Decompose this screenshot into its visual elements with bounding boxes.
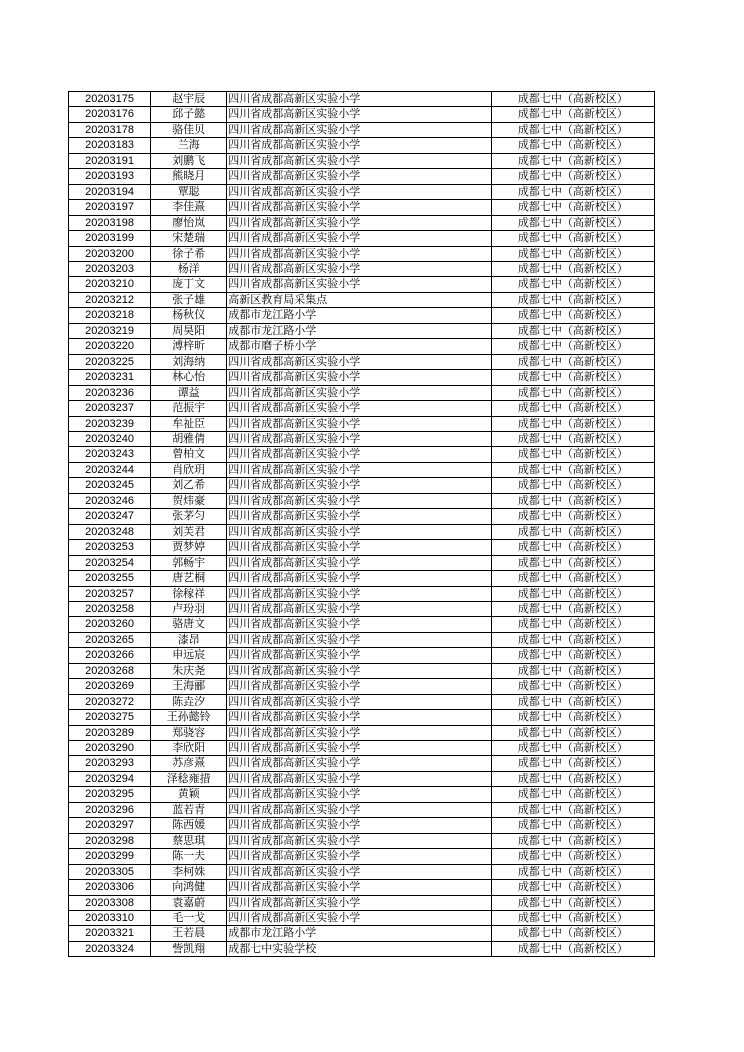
table-row [69, 184, 655, 199]
primary-school-cell: 四川省成都高新区实验小学 [227, 741, 491, 756]
student-name-cell: 蔡思琪 [151, 833, 227, 848]
student-id-cell: 20203245 [69, 478, 151, 493]
student-name-cell: 肖欣玥 [151, 462, 227, 477]
table-row [69, 771, 655, 786]
admitted-school-cell: 成都七中（高新校区） [491, 246, 654, 261]
student-name-cell: 兰海 [151, 138, 227, 153]
primary-school-cell: 四川省成都高新区实验小学 [227, 802, 491, 817]
student-id-cell: 20203191 [69, 153, 151, 168]
table-row [69, 478, 655, 493]
table-row [69, 246, 655, 261]
student-name-cell: 泽稔雍措 [151, 771, 227, 786]
student-name-cell: 覃聪 [151, 184, 227, 199]
admitted-school-cell: 成都七中（高新校区） [491, 617, 654, 632]
table-row [69, 385, 655, 400]
table-row [69, 601, 655, 616]
table-row [69, 107, 655, 122]
admitted-school-cell: 成都七中（高新校区） [491, 601, 654, 616]
primary-school-cell: 四川省成都高新区实验小学 [227, 231, 491, 246]
primary-school-cell: 四川省成都高新区实验小学 [227, 92, 491, 107]
admitted-school-cell: 成都七中（高新校区） [491, 184, 654, 199]
student-id-cell: 20203218 [69, 308, 151, 323]
student-id-cell: 20203240 [69, 431, 151, 446]
primary-school-cell: 四川省成都高新区实验小学 [227, 571, 491, 586]
primary-school-cell: 四川省成都高新区实验小学 [227, 710, 491, 725]
admitted-school-cell: 成都七中（高新校区） [491, 493, 654, 508]
primary-school-cell: 四川省成都高新区实验小学 [227, 200, 491, 215]
admitted-school-cell: 成都七中（高新校区） [491, 741, 654, 756]
student-id-cell: 20203272 [69, 694, 151, 709]
admitted-school-cell: 成都七中（高新校区） [491, 354, 654, 369]
student-id-cell: 20203296 [69, 802, 151, 817]
student-name-cell: 周昊阳 [151, 323, 227, 338]
table-row [69, 370, 655, 385]
student-name-cell: 宋楚瑞 [151, 231, 227, 246]
student-id-cell: 20203253 [69, 540, 151, 555]
admitted-school-cell: 成都七中（高新校区） [491, 926, 654, 941]
student-name-cell: 杨洋 [151, 261, 227, 276]
admitted-school-cell: 成都七中（高新校区） [491, 802, 654, 817]
table-row [69, 880, 655, 895]
student-id-cell: 20203269 [69, 679, 151, 694]
student-name-cell: 谭益 [151, 385, 227, 400]
primary-school-cell: 四川省成都高新区实验小学 [227, 509, 491, 524]
student-name-cell: 骆佳贝 [151, 122, 227, 137]
primary-school-cell: 四川省成都高新区实验小学 [227, 679, 491, 694]
primary-school-cell: 成都市龙江路小学 [227, 323, 491, 338]
table-row [69, 524, 655, 539]
admitted-school-cell: 成都七中（高新校区） [491, 833, 654, 848]
student-name-cell: 王海郦 [151, 679, 227, 694]
admitted-school-cell: 成都七中（高新校区） [491, 632, 654, 647]
student-name-cell: 刘鹏飞 [151, 153, 227, 168]
primary-school-cell: 四川省成都高新区实验小学 [227, 771, 491, 786]
student-name-cell: 徐稼祥 [151, 586, 227, 601]
student-id-cell: 20203289 [69, 725, 151, 740]
primary-school-cell: 高新区教育局采集点 [227, 292, 491, 307]
student-name-cell: 邱子懿 [151, 107, 227, 122]
admitted-school-cell: 成都七中（高新校区） [491, 215, 654, 230]
primary-school-cell: 四川省成都高新区实验小学 [227, 462, 491, 477]
student-name-cell: 王孙懿铃 [151, 710, 227, 725]
table-row [69, 231, 655, 246]
student-name-cell: 唐艺桐 [151, 571, 227, 586]
table-row [69, 416, 655, 431]
primary-school-cell: 四川省成都高新区实验小学 [227, 447, 491, 462]
student-id-cell: 20203295 [69, 787, 151, 802]
table-row [69, 756, 655, 771]
primary-school-cell: 四川省成都高新区实验小学 [227, 524, 491, 539]
student-id-cell: 20203305 [69, 864, 151, 879]
primary-school-cell: 四川省成都高新区实验小学 [227, 138, 491, 153]
table-row [69, 586, 655, 601]
table-row [69, 849, 655, 864]
student-id-cell: 20203247 [69, 509, 151, 524]
primary-school-cell: 四川省成都高新区实验小学 [227, 586, 491, 601]
student-id-cell: 20203324 [69, 941, 151, 956]
student-name-cell: 溥梓昕 [151, 339, 227, 354]
student-id-cell: 20203254 [69, 555, 151, 570]
student-name-cell: 陈一夫 [151, 849, 227, 864]
student-name-cell: 毛一戈 [151, 911, 227, 926]
primary-school-cell: 四川省成都高新区实验小学 [227, 416, 491, 431]
primary-school-cell: 四川省成都高新区实验小学 [227, 184, 491, 199]
student-roster-table [68, 91, 655, 957]
student-id-cell: 20203248 [69, 524, 151, 539]
table-row [69, 571, 655, 586]
student-id-cell: 20203183 [69, 138, 151, 153]
admitted-school-cell: 成都七中（高新校区） [491, 308, 654, 323]
primary-school-cell: 四川省成都高新区实验小学 [227, 818, 491, 833]
table-row [69, 833, 655, 848]
table-row [69, 694, 655, 709]
table-row [69, 725, 655, 740]
table-row [69, 648, 655, 663]
admitted-school-cell: 成都七中（高新校区） [491, 818, 654, 833]
admitted-school-cell: 成都七中（高新校区） [491, 107, 654, 122]
primary-school-cell: 成都市龙江路小学 [227, 926, 491, 941]
student-id-cell: 20203176 [69, 107, 151, 122]
student-name-cell: 陈西媛 [151, 818, 227, 833]
student-id-cell: 20203199 [69, 231, 151, 246]
student-id-cell: 20203306 [69, 880, 151, 895]
student-id-cell: 20203266 [69, 648, 151, 663]
admitted-school-cell: 成都七中（高新校区） [491, 941, 654, 956]
primary-school-cell: 四川省成都高新区实验小学 [227, 478, 491, 493]
student-name-cell: 张茅匀 [151, 509, 227, 524]
primary-school-cell: 四川省成都高新区实验小学 [227, 756, 491, 771]
admitted-school-cell: 成都七中（高新校区） [491, 555, 654, 570]
admitted-school-cell: 成都七中（高新校区） [491, 370, 654, 385]
table-row [69, 926, 655, 941]
table-row [69, 138, 655, 153]
admitted-school-cell: 成都七中（高新校区） [491, 339, 654, 354]
table-row [69, 261, 655, 276]
student-name-cell: 卢玢羽 [151, 601, 227, 616]
student-id-cell: 20203246 [69, 493, 151, 508]
admitted-school-cell: 成都七中（高新校区） [491, 911, 654, 926]
primary-school-cell: 四川省成都高新区实验小学 [227, 153, 491, 168]
primary-school-cell: 四川省成都高新区实验小学 [227, 601, 491, 616]
table-row [69, 122, 655, 137]
student-id-cell: 20203212 [69, 292, 151, 307]
primary-school-cell: 四川省成都高新区实验小学 [227, 277, 491, 292]
student-name-cell: 贺炜豪 [151, 493, 227, 508]
table-row [69, 540, 655, 555]
primary-school-cell: 四川省成都高新区实验小学 [227, 493, 491, 508]
primary-school-cell: 四川省成都高新区实验小学 [227, 833, 491, 848]
admitted-school-cell: 成都七中（高新校区） [491, 586, 654, 601]
primary-school-cell: 四川省成都高新区实验小学 [227, 385, 491, 400]
admitted-school-cell: 成都七中（高新校区） [491, 462, 654, 477]
student-name-cell: 杨秋仪 [151, 308, 227, 323]
admitted-school-cell: 成都七中（高新校区） [491, 122, 654, 137]
student-id-cell: 20203299 [69, 849, 151, 864]
admitted-school-cell: 成都七中（高新校区） [491, 153, 654, 168]
student-id-cell: 20203219 [69, 323, 151, 338]
student-name-cell: 漆昂 [151, 632, 227, 647]
admitted-school-cell: 成都七中（高新校区） [491, 478, 654, 493]
table-row [69, 818, 655, 833]
admitted-school-cell: 成都七中（高新校区） [491, 679, 654, 694]
primary-school-cell: 四川省成都高新区实验小学 [227, 246, 491, 261]
student-id-cell: 20203198 [69, 215, 151, 230]
student-name-cell: 訾凯翔 [151, 941, 227, 956]
student-id-cell: 20203194 [69, 184, 151, 199]
admitted-school-cell: 成都七中（高新校区） [491, 431, 654, 446]
student-name-cell: 骆唐文 [151, 617, 227, 632]
table-row [69, 493, 655, 508]
admitted-school-cell: 成都七中（高新校区） [491, 323, 654, 338]
admitted-school-cell: 成都七中（高新校区） [491, 401, 654, 416]
student-name-cell: 张子雄 [151, 292, 227, 307]
student-id-cell: 20203255 [69, 571, 151, 586]
table-row [69, 617, 655, 632]
primary-school-cell: 四川省成都高新区实验小学 [227, 169, 491, 184]
primary-school-cell: 成都七中实验学校 [227, 941, 491, 956]
admitted-school-cell: 成都七中（高新校区） [491, 663, 654, 678]
student-name-cell: 蓝若青 [151, 802, 227, 817]
student-name-cell: 郭畅宇 [151, 555, 227, 570]
student-name-cell: 苏彦熹 [151, 756, 227, 771]
student-name-cell: 胡雅倩 [151, 431, 227, 446]
admitted-school-cell: 成都七中（高新校区） [491, 277, 654, 292]
table-row [69, 323, 655, 338]
admitted-school-cell: 成都七中（高新校区） [491, 509, 654, 524]
primary-school-cell: 四川省成都高新区实验小学 [227, 911, 491, 926]
table-row [69, 509, 655, 524]
student-name-cell: 李欣阳 [151, 741, 227, 756]
student-id-cell: 20203236 [69, 385, 151, 400]
admitted-school-cell: 成都七中（高新校区） [491, 231, 654, 246]
table-row [69, 741, 655, 756]
primary-school-cell: 四川省成都高新区实验小学 [227, 787, 491, 802]
admitted-school-cell: 成都七中（高新校区） [491, 756, 654, 771]
admitted-school-cell: 成都七中（高新校区） [491, 416, 654, 431]
table-row [69, 339, 655, 354]
student-id-cell: 20203294 [69, 771, 151, 786]
primary-school-cell: 四川省成都高新区实验小学 [227, 107, 491, 122]
primary-school-cell: 四川省成都高新区实验小学 [227, 632, 491, 647]
primary-school-cell: 四川省成都高新区实验小学 [227, 555, 491, 570]
student-id-cell: 20203257 [69, 586, 151, 601]
table-row [69, 462, 655, 477]
student-name-cell: 刘海纳 [151, 354, 227, 369]
student-id-cell: 20203200 [69, 246, 151, 261]
student-name-cell: 徐子希 [151, 246, 227, 261]
table-row [69, 864, 655, 879]
primary-school-cell: 四川省成都高新区实验小学 [227, 663, 491, 678]
table-row [69, 200, 655, 215]
primary-school-cell: 四川省成都高新区实验小学 [227, 540, 491, 555]
primary-school-cell: 四川省成都高新区实验小学 [227, 895, 491, 910]
primary-school-cell: 成都市磨子桥小学 [227, 339, 491, 354]
student-name-cell: 向鸿健 [151, 880, 227, 895]
table-row [69, 431, 655, 446]
student-name-cell: 申远宸 [151, 648, 227, 663]
admitted-school-cell: 成都七中（高新校区） [491, 725, 654, 740]
primary-school-cell: 四川省成都高新区实验小学 [227, 725, 491, 740]
student-name-cell: 王若晨 [151, 926, 227, 941]
admitted-school-cell: 成都七中（高新校区） [491, 447, 654, 462]
primary-school-cell: 成都市龙江路小学 [227, 308, 491, 323]
student-name-cell: 贾梦婷 [151, 540, 227, 555]
admitted-school-cell: 成都七中（高新校区） [491, 710, 654, 725]
student-name-cell: 牟祉臣 [151, 416, 227, 431]
table-row [69, 401, 655, 416]
student-name-cell: 陈垚汐 [151, 694, 227, 709]
student-id-cell: 20203293 [69, 756, 151, 771]
table-row [69, 153, 655, 168]
primary-school-cell: 四川省成都高新区实验小学 [227, 648, 491, 663]
admitted-school-cell: 成都七中（高新校区） [491, 138, 654, 153]
table-row [69, 710, 655, 725]
table-row [69, 555, 655, 570]
table-row [69, 787, 655, 802]
admitted-school-cell: 成都七中（高新校区） [491, 864, 654, 879]
student-id-cell: 20203225 [69, 354, 151, 369]
student-name-cell: 袁嘉蔚 [151, 895, 227, 910]
primary-school-cell: 四川省成都高新区实验小学 [227, 617, 491, 632]
table-row [69, 215, 655, 230]
student-id-cell: 20203193 [69, 169, 151, 184]
student-name-cell: 刘芙君 [151, 524, 227, 539]
admitted-school-cell: 成都七中（高新校区） [491, 261, 654, 276]
primary-school-cell: 四川省成都高新区实验小学 [227, 849, 491, 864]
student-id-cell: 20203297 [69, 818, 151, 833]
student-name-cell: 黄颖 [151, 787, 227, 802]
student-id-cell: 20203231 [69, 370, 151, 385]
primary-school-cell: 四川省成都高新区实验小学 [227, 215, 491, 230]
student-name-cell: 李佳熹 [151, 200, 227, 215]
admitted-school-cell: 成都七中（高新校区） [491, 648, 654, 663]
primary-school-cell: 四川省成都高新区实验小学 [227, 354, 491, 369]
student-id-cell: 20203203 [69, 261, 151, 276]
admitted-school-cell: 成都七中（高新校区） [491, 292, 654, 307]
student-id-cell: 20203265 [69, 632, 151, 647]
admitted-school-cell: 成都七中（高新校区） [491, 524, 654, 539]
table-row [69, 354, 655, 369]
primary-school-cell: 四川省成都高新区实验小学 [227, 880, 491, 895]
table-row [69, 911, 655, 926]
student-id-cell: 20203321 [69, 926, 151, 941]
admitted-school-cell: 成都七中（高新校区） [491, 787, 654, 802]
primary-school-cell: 四川省成都高新区实验小学 [227, 431, 491, 446]
table-row [69, 277, 655, 292]
student-name-cell: 林心怡 [151, 370, 227, 385]
table-row [69, 308, 655, 323]
student-id-cell: 20203210 [69, 277, 151, 292]
admitted-school-cell: 成都七中（高新校区） [491, 92, 654, 107]
student-id-cell: 20203243 [69, 447, 151, 462]
primary-school-cell: 四川省成都高新区实验小学 [227, 694, 491, 709]
primary-school-cell: 四川省成都高新区实验小学 [227, 864, 491, 879]
table-row [69, 92, 655, 107]
table-row [69, 447, 655, 462]
admitted-school-cell: 成都七中（高新校区） [491, 694, 654, 709]
admitted-school-cell: 成都七中（高新校区） [491, 849, 654, 864]
student-id-cell: 20203175 [69, 92, 151, 107]
primary-school-cell: 四川省成都高新区实验小学 [227, 401, 491, 416]
student-name-cell: 曾柏文 [151, 447, 227, 462]
student-id-cell: 20203237 [69, 401, 151, 416]
student-id-cell: 20203244 [69, 462, 151, 477]
student-name-cell: 庞丁文 [151, 277, 227, 292]
student-name-cell: 李柯姝 [151, 864, 227, 879]
admitted-school-cell: 成都七中（高新校区） [491, 200, 654, 215]
table-row [69, 941, 655, 956]
admitted-school-cell: 成都七中（高新校区） [491, 571, 654, 586]
admitted-school-cell: 成都七中（高新校区） [491, 895, 654, 910]
student-id-cell: 20203310 [69, 911, 151, 926]
table-row [69, 679, 655, 694]
admitted-school-cell: 成都七中（高新校区） [491, 771, 654, 786]
table-row [69, 663, 655, 678]
student-id-cell: 20203275 [69, 710, 151, 725]
student-id-cell: 20203298 [69, 833, 151, 848]
student-name-cell: 朱庆尧 [151, 663, 227, 678]
student-id-cell: 20203197 [69, 200, 151, 215]
table-row [69, 169, 655, 184]
student-id-cell: 20203258 [69, 601, 151, 616]
student-name-cell: 廖怡岚 [151, 215, 227, 230]
student-id-cell: 20203220 [69, 339, 151, 354]
primary-school-cell: 四川省成都高新区实验小学 [227, 370, 491, 385]
student-id-cell: 20203260 [69, 617, 151, 632]
student-name-cell: 熊晓月 [151, 169, 227, 184]
student-id-cell: 20203268 [69, 663, 151, 678]
student-id-cell: 20203178 [69, 122, 151, 137]
admitted-school-cell: 成都七中（高新校区） [491, 540, 654, 555]
table-row [69, 632, 655, 647]
student-id-cell: 20203308 [69, 895, 151, 910]
student-name-cell: 郑骁容 [151, 725, 227, 740]
admitted-school-cell: 成都七中（高新校区） [491, 385, 654, 400]
student-name-cell: 范振宇 [151, 401, 227, 416]
student-name-cell: 赵宇辰 [151, 92, 227, 107]
primary-school-cell: 四川省成都高新区实验小学 [227, 261, 491, 276]
student-id-cell: 20203239 [69, 416, 151, 431]
admitted-school-cell: 成都七中（高新校区） [491, 880, 654, 895]
table-row [69, 895, 655, 910]
student-id-cell: 20203290 [69, 741, 151, 756]
table-row [69, 292, 655, 307]
admitted-school-cell: 成都七中（高新校区） [491, 169, 654, 184]
table-row [69, 802, 655, 817]
table-body [69, 92, 655, 957]
primary-school-cell: 四川省成都高新区实验小学 [227, 122, 491, 137]
student-name-cell: 刘乙希 [151, 478, 227, 493]
